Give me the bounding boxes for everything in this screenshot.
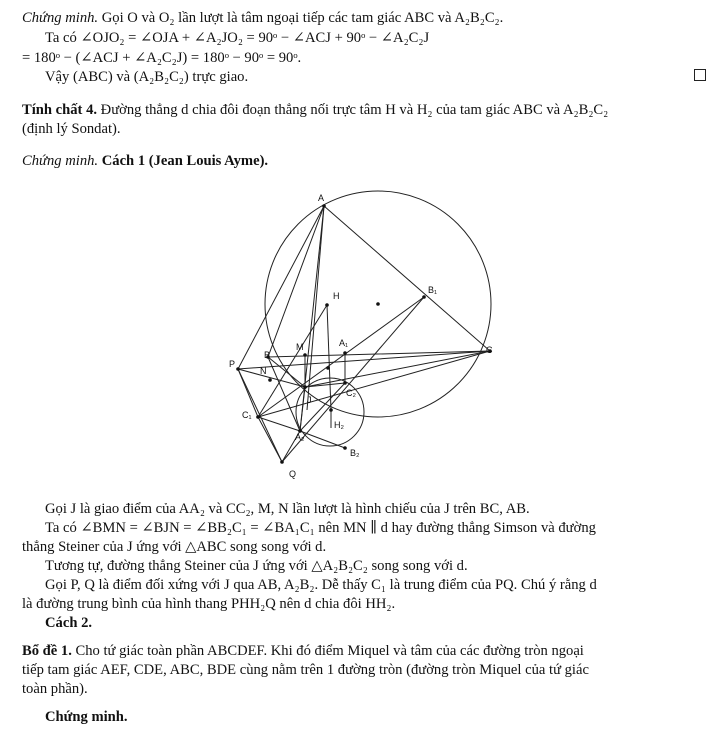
lemma-1-line-1 [22, 642, 584, 660]
lemma-1-title: Bổ đề 1. [22, 643, 72, 659]
body-line-5: Gọi P, Q là điểm đối xứng với J qua AB, A₂B₂. Dễ thấy C₁ là trung điểm của PQ. Chú ý rằng d [45, 577, 597, 593]
body-line-4: Tương tự, đường thẳng Steiner của J ứng với △A₂B₂C₂ song song với d. [45, 558, 468, 574]
label-A2: A₂ [295, 432, 305, 442]
figure-points [236, 204, 492, 464]
label-C2: C₂ [346, 388, 356, 398]
body-line-6: là đường trung bình của hình thang PHH₂Q nên d chia đôi HH₂. [22, 596, 396, 612]
property-4-text: Đường thẳng d chia đôi đoạn thẳng nối trực tâm H và H₂ của tam giác ABC và A₂B₂C₂ [100, 102, 609, 118]
label-B2: B₂ [350, 448, 360, 458]
label-Q: Q [289, 469, 297, 479]
label-B1: B₁ [428, 285, 438, 295]
label-J: J [307, 395, 312, 405]
label-A: A [318, 193, 325, 203]
label-C1: C₁ [242, 410, 252, 420]
lemma-1-text: Cho tứ giác toàn phần ABCDEF. Khi đó điểm Miquel và tâm của các đường tròn ngoại [75, 643, 584, 659]
lemma-1-line-3: toàn phần). [22, 681, 88, 697]
triangle-abc [268, 206, 490, 357]
proof-label-2: Chứng minh. [22, 153, 99, 169]
label-H2: H₂ [334, 420, 344, 430]
proof-line-3: = 180ᵒ − (∠ACJ + ∠A₂C₂J) = 180ᵒ − 90ᵒ = 90ᵒ. [22, 50, 302, 66]
method-2-title: Cách 2. [45, 615, 93, 631]
label-H: H [333, 291, 340, 301]
body-line-3: thẳng Steiner của J ứng với △ABC song song với d. [22, 539, 327, 555]
proof-line-4: Vậy (ABC) và (A₂B₂C₂) trực giao. [45, 69, 249, 85]
proof-label: Chứng minh. [22, 10, 99, 26]
method-1-title: Cách 1 (Jean Louis Ayme). [101, 153, 269, 169]
lemma-1-line-2: tiếp tam giác AEF, CDE, ABC, BDE cùng nằm trên 1 đường tròn (đường tròn Miquel của tứ giác [22, 662, 589, 678]
label-N: N [260, 366, 267, 376]
lemma-1-proof-label: Chứng minh. [45, 709, 128, 725]
body-line-1: Gọi J là giao điểm của AA₂ và CC₂, M, N lần lượt là hình chiếu của J trên BC, AB. [45, 501, 530, 517]
label-C: C [486, 345, 493, 355]
proof-text-1: Gọi O và O₂ lần lượt là tâm ngoại tiếp các tam giác ABC và A₂B₂C₂. [101, 10, 504, 26]
label-M: M [296, 342, 304, 352]
label-B: B [264, 350, 271, 360]
property-4-title: Tính chất 4. [22, 102, 98, 118]
property-4-line-2: (định lý Sondat). [22, 121, 121, 137]
body-line-2: Ta có ∠BMN = ∠BJN = ∠BB₂C₁ = ∠BA₁C₁ nên MN ∥ d hay đường thẳng Simson và đường [45, 520, 596, 536]
label-A1: A₁ [339, 338, 349, 348]
proof-line-2: Ta có ∠OJO₂ = ∠OJA + ∠A₂JO₂ = 90ᵒ − ∠ACJ + 90ᵒ − ∠A₂C₂J [45, 30, 430, 46]
label-P: P [229, 359, 236, 369]
